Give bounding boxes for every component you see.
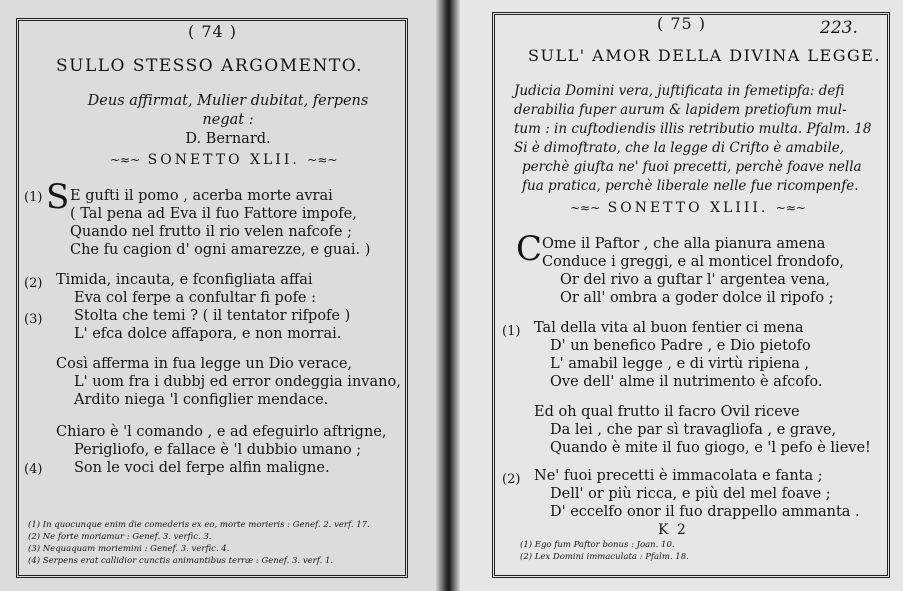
poem-line: Ne' fuoi precetti è immacolata e fanta ; (534, 468, 823, 484)
poem-line: Stolta che temi ? ( il tentator rifpofe ) (74, 308, 351, 324)
poem-line: Che fu cagion d' ogni amarezze, e guai. ) (70, 242, 371, 258)
poem-line: Quando è mite il fuo giogo, e 'l pefo è lieve! (550, 440, 871, 456)
drop-cap: C (516, 229, 543, 269)
poem-line: Or all' ombra a goder dolce il ripofo ; (560, 290, 834, 306)
right-page (452, 0, 903, 591)
right-page-number: ( 75 ) (657, 14, 707, 33)
poem-line: Perigliofo, e fallace è 'l dubbio umano ; (74, 442, 362, 458)
left-epigraph (78, 92, 378, 149)
prose-line: perchè giufta ne' fuoi precetti, perchè foave nella (522, 159, 862, 175)
right-sonnet-heading (570, 200, 806, 216)
poem-line: Chiaro è 'l comando , e ad efeguirlo aftrigne, (56, 424, 387, 440)
footnote: (4) Serpens erat callidior cunctis animantibus terræ : Genef. 3. verf. 1. (28, 556, 334, 566)
poem-line: D' eccelfo onor il fuo drappello ammanta . (550, 504, 860, 520)
ornament-left-icon: ~≈~ (110, 153, 141, 167)
prose-line: fua pratica, perchè liberale nelle fue ricompenfe. (522, 178, 859, 194)
poem-line: ( Tal pena ad Eva il fuo Fattore impofe, (70, 206, 357, 222)
book-gutter (436, 0, 460, 591)
ornament-right-icon: ~≈~ (775, 201, 806, 215)
ornament-right-icon: ~≈~ (307, 153, 338, 167)
right-title: SULL' AMOR DELLA DIVINA LEGGE. (528, 46, 882, 65)
ornament-left-icon: ~≈~ (570, 201, 601, 215)
left-page (0, 0, 448, 591)
sonnet-heading-text: SONETTO XLII. (147, 152, 300, 168)
left-page-number: ( 74 ) (188, 22, 238, 41)
note-mark-2: (2) (502, 472, 521, 487)
left-title: SULLO STESSO ARGOMENTO. (56, 56, 364, 76)
note-mark-1: (1) (24, 190, 43, 205)
poem-line: Or del rivo a guftar l' argentea vena, (560, 272, 830, 288)
poem-line: Timida, incauta, e fconfigliata affai (56, 272, 313, 288)
left-sonnet-heading (110, 152, 337, 168)
poem-line: Ed oh qual frutto il facro Ovil riceve (534, 404, 800, 420)
poem-line: Son le voci del ferpe alfin maligne. (74, 460, 330, 476)
handwritten-page-number: 223. (820, 18, 858, 38)
poem-line: Da lei , che par sì travagliofa , e grave, (550, 422, 837, 438)
right-prose (514, 82, 874, 196)
poem-line: Ove dell' alme il nutrimento è afcofo. (550, 374, 823, 390)
poem-line: Così afferma in fua legge un Dio verace, (56, 356, 353, 372)
prose-line: Si è dimoftrato, che la legge di Crifto è amabile, (514, 140, 845, 156)
poem-line: L' uom fra i dubbj ed error ondeggia invano, (74, 374, 401, 390)
epigraph-attribution: D. Bernard. (185, 131, 271, 147)
drop-cap: S (46, 177, 70, 217)
poem-line: Eva col ferpe a confultar fi pofe : (74, 290, 317, 306)
prose-line: derabilia fuper aurum & lapidem pretiofum mul- (514, 102, 847, 118)
poem-line: Quando nel frutto il rio velen nafcofe ; (70, 224, 352, 240)
poem-line: Dell' or più ricca, e più del mel foave ; (550, 486, 831, 502)
poem-line: E gufti il pomo , acerba morte avrai (70, 188, 333, 204)
sonnet-heading-text: SONETTO XLIII. (607, 200, 769, 216)
prose-line: Judicia Domini vera, juftificata in femetipfa: defi (514, 83, 845, 99)
poem-line: Ome il Paftor , che alla pianura amena (542, 236, 826, 252)
poem-line: L' efca dolce affapora, e non morrai. (74, 326, 342, 342)
footnote: (2) Ne forte moriamur : Genef. 3. verfic. 3. (28, 532, 212, 542)
note-mark-1: (1) (502, 324, 521, 339)
note-mark-2: (2) (24, 276, 43, 291)
footnote: (2) Lex Domini immaculata : Pfalm. 18. (520, 552, 689, 562)
epigraph-text: Deus affirmat, Mulier dubitat, ferpens negat : (87, 93, 369, 128)
footnote: (3) Nequaquam moriemini : Genef. 3. verfic. 4. (28, 544, 230, 554)
note-mark-3: (3) (24, 312, 43, 327)
footnote: (1) Ego fum Paftor bonus : Joan. 10. (520, 540, 675, 550)
note-mark-4: (4) (24, 462, 43, 477)
poem-line: Tal della vita al buon fentier ci mena (534, 320, 804, 336)
poem-line: Conduce i greggi, e al monticel frondofo, (542, 254, 844, 270)
poem-line: D' un benefico Padre , e Dio pietofo (550, 338, 811, 354)
poem-line: Ardito niega 'l configlier mendace. (74, 392, 329, 408)
prose-line: tum : in cuftodiendis illis retributio multa. Pfalm. 18 (514, 121, 872, 137)
signature-mark: K 2 (658, 522, 688, 538)
poem-line: L' amabil legge , e di virtù ripiena , (550, 356, 810, 372)
footnote: (1) In quocunque enim die comederis ex eo, morte morieris : Genef. 2. verf. 17. (28, 520, 370, 530)
